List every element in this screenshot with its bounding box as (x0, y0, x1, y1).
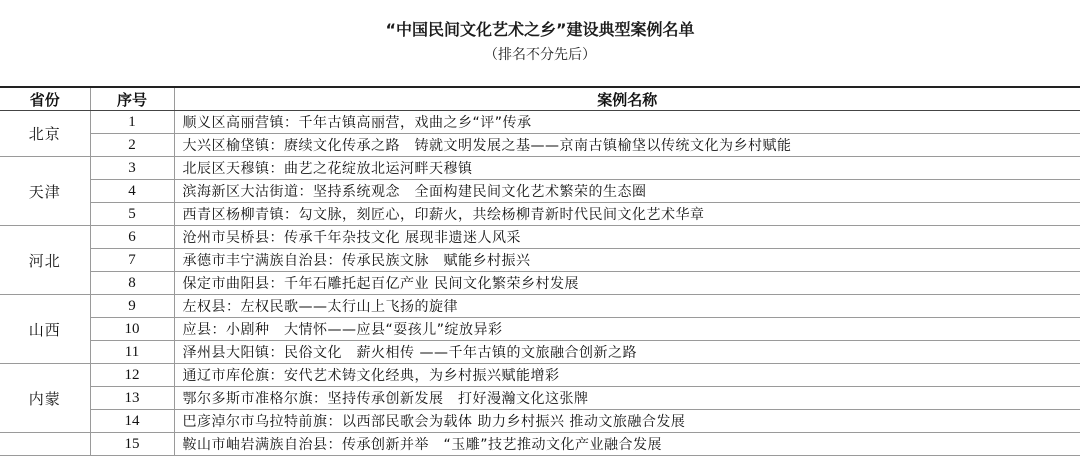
case-name-cell: 鞍山市岫岩满族自治县：传承创新并举 “玉雕”技艺推动文化产业融合发展 (174, 433, 1080, 456)
province-cell: 内蒙 (0, 364, 90, 433)
case-name-cell: 应县：小剧种 大情怀——应县“耍孩儿”绽放异彩 (174, 318, 1080, 341)
case-name-cell: 顺义区高丽营镇：千年古镇高丽营，戏曲之乡“评”传承 (174, 111, 1080, 134)
document-title: “中国民间文化艺术之乡”建设典型案例名单 (385, 20, 695, 39)
table-row (0, 318, 1080, 341)
table-row (0, 295, 1080, 318)
case-number-cell: 9 (90, 295, 174, 318)
case-number-cell: 3 (90, 157, 174, 180)
case-number-cell: 10 (90, 318, 174, 341)
case-name-cell: 滨海新区大沽街道：坚持系统观念 全面构建民间文化艺术繁荣的生态圈 (174, 180, 1080, 203)
case-number-cell: 8 (90, 272, 174, 295)
case-number-cell: 5 (90, 203, 174, 226)
province-cell: 山西 (0, 295, 90, 364)
table-row (0, 203, 1080, 226)
case-number-cell: 6 (90, 226, 174, 249)
document-subtitle: （排名不分先后） (484, 47, 596, 63)
table-row (0, 226, 1080, 249)
case-number-cell: 15 (90, 433, 174, 456)
case-list-table (0, 86, 1080, 456)
case-name-cell: 西青区杨柳青镇：勾文脉，刻匠心，印薪火，共绘杨柳青新时代民间文化艺术华章 (174, 203, 1080, 226)
table-row (0, 134, 1080, 157)
case-number-cell: 4 (90, 180, 174, 203)
table-row (0, 341, 1080, 364)
case-number-cell: 2 (90, 134, 174, 157)
case-number-cell: 13 (90, 387, 174, 410)
province-cell: 北京 (0, 111, 90, 157)
table-row (0, 433, 1080, 456)
case-name-cell: 承德市丰宁满族自治县：传承民族文脉 赋能乡村振兴 (174, 249, 1080, 272)
case-name-cell: 保定市曲阳县：千年石雕托起百亿产业 民间文化繁荣乡村发展 (174, 272, 1080, 295)
case-name-cell: 大兴区榆垡镇：赓续文化传承之路 铸就文明发展之基——京南古镇榆垡以传统文化为乡村赋能 (174, 134, 1080, 157)
table-row (0, 364, 1080, 387)
case-name-cell: 通辽市库伦旗：安代艺术铸文化经典，为乡村振兴赋能增彩 (174, 364, 1080, 387)
province-cell: 河北 (0, 226, 90, 295)
table-header-row (0, 87, 1080, 111)
table-row (0, 249, 1080, 272)
table-row (0, 272, 1080, 295)
table-row (0, 180, 1080, 203)
case-name-cell: 左权县：左权民歌——太行山上飞扬的旋律 (174, 295, 1080, 318)
case-name-cell: 鄂尔多斯市准格尔旗：坚持传承创新发展 打好漫瀚文化这张牌 (174, 387, 1080, 410)
case-number-cell: 11 (90, 341, 174, 364)
header-number: 序号 (90, 87, 174, 111)
case-number-cell: 7 (90, 249, 174, 272)
case-name-cell: 沧州市吴桥县：传承千年杂技文化 展现非遗迷人风采 (174, 226, 1080, 249)
table-row (0, 410, 1080, 433)
case-name-cell: 北辰区天穆镇：曲艺之花绽放北运河畔天穆镇 (174, 157, 1080, 180)
table-row (0, 157, 1080, 180)
table-row (0, 111, 1080, 134)
case-number-cell: 12 (90, 364, 174, 387)
header-province: 省份 (0, 87, 90, 111)
table-row (0, 387, 1080, 410)
case-name-cell: 巴彦淖尔市乌拉特前旗：以西部民歌会为载体 助力乡村振兴 推动文旅融合发展 (174, 410, 1080, 433)
header-case-name: 案例名称 (174, 87, 1080, 111)
case-number-cell: 1 (90, 111, 174, 134)
case-number-cell: 14 (90, 410, 174, 433)
table-body (0, 111, 1080, 456)
province-cell: 天津 (0, 157, 90, 226)
province-cell (0, 433, 90, 456)
case-name-cell: 泽州县大阳镇：民俗文化 薪火相传 ——千年古镇的文旅融合创新之路 (174, 341, 1080, 364)
